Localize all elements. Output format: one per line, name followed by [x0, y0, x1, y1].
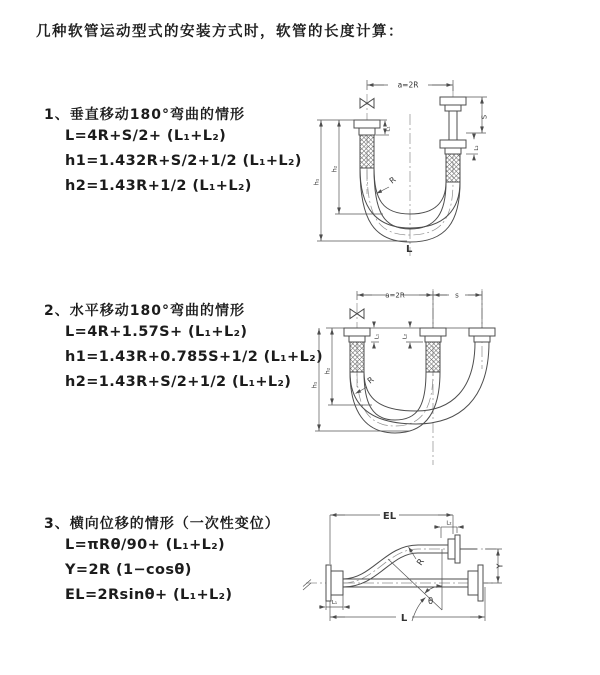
formula-line: L=4R+1.57S+ (L₁+L₂)	[65, 324, 248, 340]
vertical-move-180-bend-diagram	[310, 70, 600, 260]
braided-hose-section	[360, 135, 374, 168]
dim-label-theta: θ	[428, 597, 434, 607]
bottom-right-flange	[468, 565, 483, 601]
left-pipe-fitting	[354, 120, 380, 168]
dim-label-s: s	[455, 291, 459, 300]
dim-label-s: S	[480, 114, 489, 120]
hose-u-curves	[350, 342, 489, 433]
dim-label-l1: L₁	[331, 600, 338, 606]
dim-label-h2: h₂	[323, 367, 332, 375]
dimension-lines	[303, 511, 505, 624]
page-title: 几种软管运动型式的安装方式时，软管的长度计算：	[36, 24, 404, 40]
formula-line: h1=1.43R+0.785S+1/2 (L₁+L₂)	[65, 349, 324, 365]
braided-hose-section	[426, 342, 440, 372]
centerlines	[367, 86, 453, 256]
lateral-displacement-diagram	[300, 502, 510, 650]
dim-label-l2: L₂	[446, 520, 452, 527]
formula-line: h1=1.432R+S/2+1/2 (L₁+L₂)	[65, 153, 302, 169]
formula-line: L=4R+S/2+ (L₁+L₂)	[65, 128, 227, 144]
section-2	[44, 300, 324, 395]
dimension-lines	[311, 291, 483, 431]
dimension-lines	[313, 80, 489, 255]
top-right-flange	[448, 535, 460, 563]
left-flange	[326, 565, 343, 601]
formula-line: h2=1.43R+S/2+1/2 (L₁+L₂)	[65, 374, 292, 390]
dim-label-l: L	[400, 613, 408, 624]
right-pipe-fitting	[469, 328, 495, 342]
centerline-break-mark	[303, 580, 311, 591]
left-pipe-fitting	[344, 328, 370, 372]
dim-label-y: Y	[495, 563, 505, 569]
s-curve-hose	[343, 545, 448, 579]
formula-line: h2=1.43R+1/2 (L₁+L₂)	[65, 178, 252, 194]
section-3-heading: 3、横向位移的情形（一次性变位）	[44, 516, 280, 532]
middle-pipe-fitting	[420, 328, 446, 372]
section-1-heading: 1、垂直移动180°弯曲的情形	[44, 107, 245, 123]
formula-line: EL=2Rsinθ+ (L₁+L₂)	[65, 587, 233, 603]
dim-label-l: L	[406, 244, 413, 255]
dim-label-l2: L₂	[474, 145, 480, 151]
dim-label-r: R	[387, 175, 398, 186]
section-1	[44, 104, 324, 199]
horizontal-move-180-bend-diagram	[310, 283, 600, 468]
dim-label-r: R	[365, 375, 376, 386]
right-pipe-fitting	[440, 97, 466, 182]
dim-label-h1: h₁	[312, 178, 321, 186]
dim-label-a2r: a=2R	[397, 80, 419, 90]
dim-label-l1: L₁	[385, 126, 392, 132]
formula-line: L=πRθ/90+ (L₁+L₂)	[65, 537, 226, 553]
dim-label-el: EL	[382, 510, 397, 522]
formula-line: Y=2R (1−cosθ)	[65, 562, 192, 578]
dim-label-a2r: a=2R	[385, 291, 405, 300]
s-curve-hose	[343, 553, 448, 587]
dim-label-r: R	[415, 557, 427, 568]
dim-label-l1: L₁	[374, 333, 381, 340]
centerlines	[357, 289, 482, 465]
section-3	[44, 513, 324, 608]
section-2-heading: 2、水平移动180°弯曲的情形	[44, 303, 245, 319]
braided-hose-section	[446, 154, 460, 182]
dim-label-h2: h₂	[330, 165, 339, 173]
dim-label-h1: h₁	[310, 381, 319, 389]
braided-hose-section	[350, 342, 364, 372]
dim-label-l2: L₂	[402, 333, 409, 340]
